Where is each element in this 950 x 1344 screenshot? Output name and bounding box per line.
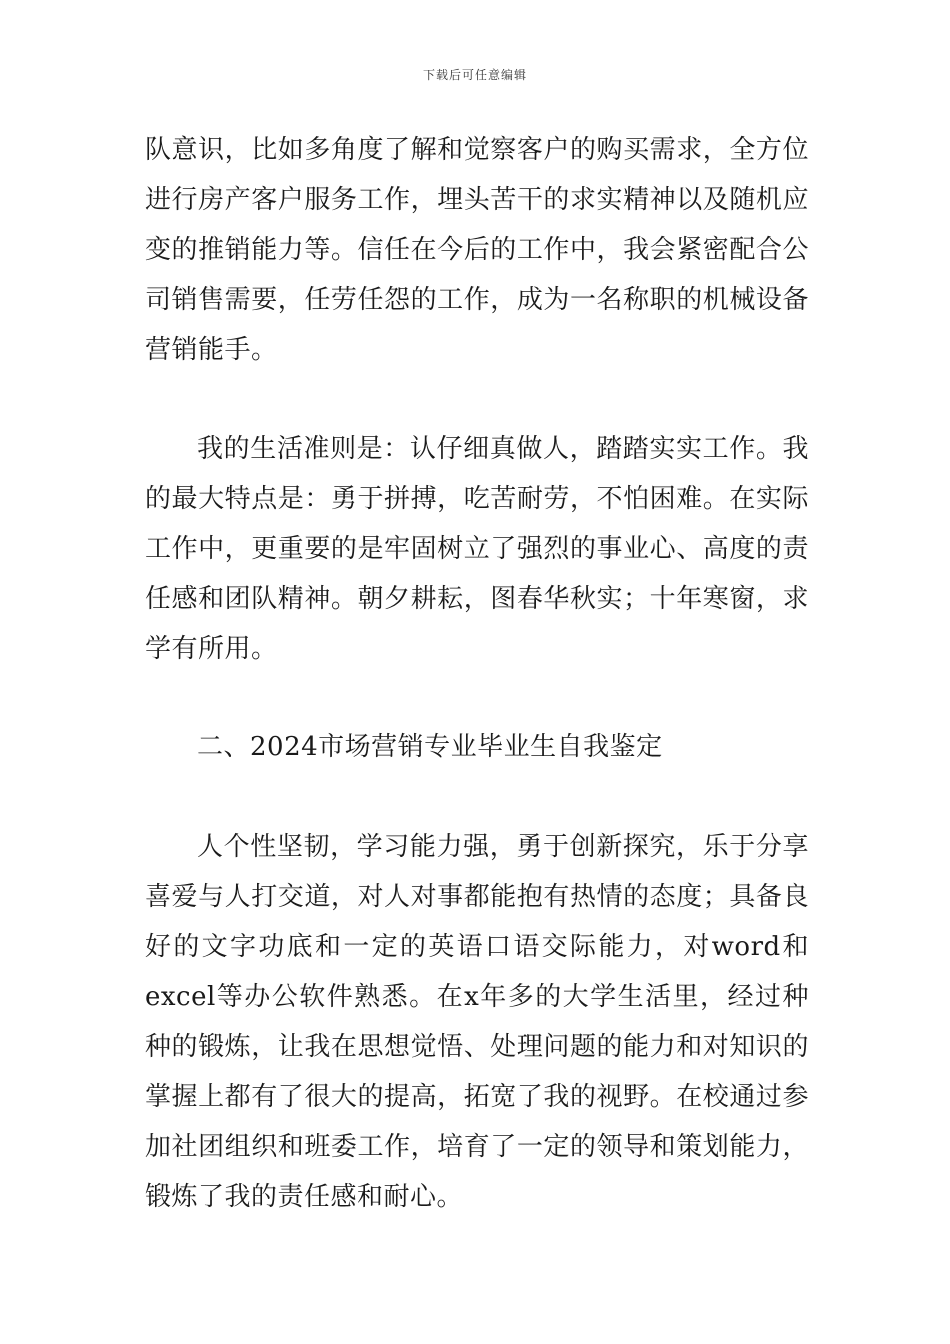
paragraph-1: 队意识，比如多角度了解和觉察客户的购买需求，全方位进行房产客户服务工作，埋头苦干的求实精神以及随机应变的推销能力等。信任在今后的工作中，我会紧密配合公司销售需要，任劳任怨的工作，成为一名称职的机械设备营销能手。 [145,135,809,365]
paragraph-2: 我的生活准则是：认仔细真做人，踏踏实实工作。我的最大特点是：勇于拼搏，吃苦耐劳，不怕困难。在实际工作中，更重要的是牢固树立了强烈的事业心、高度的责任感和团队精神。朝夕耕耘，图春华秋实；十年寒窗，求学有所用。 [145,434,809,664]
header-note: 下载后可任意编辑 [422,68,527,82]
paragraph-3: 人个性坚韧，学习能力强，勇于创新探究，乐于分享喜爱与人打交道，对人对事都能抱有热情的态度；具备良好的文字功底和一定的英语口语交际能力，对word和excel等办公软件熟悉。在x年多的大学生活里，经过种种的锻炼，让我在思想觉悟、处理问题的能力和对知识的掌握上都有了很大的提高，拓宽了我的视野。在校通过参加社团组织和班委工作，培育了一定的领导和策划能力，锻炼了我的责任感和耐心。 [145,832,809,1212]
section-heading: 二、2024市场营销专业毕业生自我鉴定 [197,732,663,762]
